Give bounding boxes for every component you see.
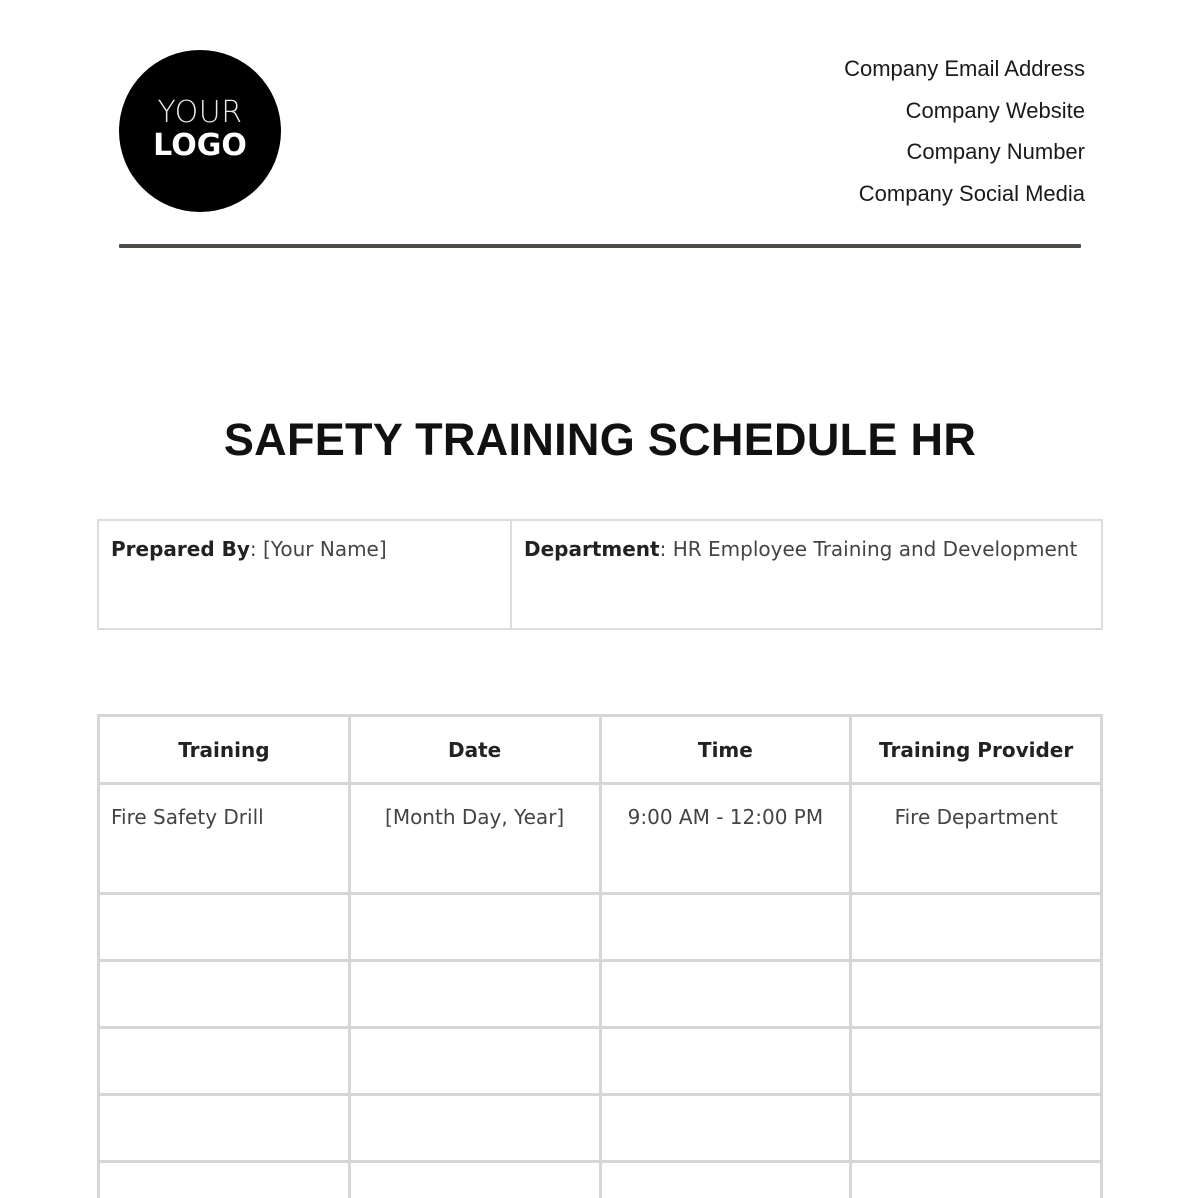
cell-time: [600, 1095, 851, 1162]
company-social-media: Company Social Media: [858, 181, 1085, 207]
prepared-by-label: Prepared By: [111, 537, 250, 561]
column-header-training: Training: [99, 716, 350, 784]
table-row: [99, 784, 1102, 894]
cell-training: [99, 961, 350, 1028]
cell-date: [349, 1028, 600, 1095]
table-row: [99, 961, 1102, 1028]
table-header-row: [99, 716, 1102, 784]
cell-date: [349, 961, 600, 1028]
column-header-time: Time: [600, 716, 851, 784]
cell-training-provider: [851, 1095, 1102, 1162]
cell-training-provider: Fire Department: [851, 784, 1102, 894]
cell-time: [600, 894, 851, 961]
department-label: Department: [524, 537, 660, 561]
department-value: HR Employee Training and Development: [672, 537, 1078, 561]
table-row: [99, 1028, 1102, 1095]
document-title: SAFETY TRAINING SCHEDULE HR: [223, 414, 977, 465]
cell-training-provider: [851, 1162, 1102, 1198]
table-row: [99, 1095, 1102, 1162]
company-number: Company Number: [906, 139, 1085, 165]
table-row: [99, 894, 1102, 961]
cell-time: 9:00 AM - 12:00 PM: [600, 784, 851, 894]
cell-training-provider: [851, 894, 1102, 961]
prepared-by-value: [Your Name]: [263, 537, 387, 561]
cell-date: [349, 894, 600, 961]
cell-date: [Month Day, Year]: [349, 784, 600, 894]
logo-line-2: LOGO: [153, 127, 247, 163]
training-schedule-table: [97, 714, 1103, 1198]
cell-date: [349, 1162, 600, 1198]
cell-training: [99, 1162, 350, 1198]
company-website: Company Website: [905, 97, 1085, 123]
cell-time: [600, 1028, 851, 1095]
cell-training: Fire Safety Drill: [99, 784, 350, 894]
prepared-by-cell: Prepared By: [Your Name]: [98, 520, 511, 629]
cell-date: [349, 1095, 600, 1162]
cell-training-provider: [851, 961, 1102, 1028]
column-header-training-provider: Training Provider: [851, 716, 1102, 784]
company-email: Company Email Address: [844, 56, 1085, 81]
column-header-date: Date: [349, 716, 600, 784]
company-contact-block: [844, 55, 1085, 222]
table-row: [99, 1162, 1102, 1198]
cell-time: [600, 961, 851, 1028]
logo-line-1: YOUR: [157, 94, 243, 130]
cell-time: [600, 1162, 851, 1198]
cell-training: [99, 894, 350, 961]
cell-training: [99, 1095, 350, 1162]
company-logo: [119, 50, 281, 212]
department-cell: Department: HR Employee Training and Development: [511, 520, 1102, 629]
cell-training: [99, 1028, 350, 1095]
info-table: [97, 519, 1103, 630]
header-divider: [119, 244, 1081, 248]
cell-training-provider: [851, 1028, 1102, 1095]
